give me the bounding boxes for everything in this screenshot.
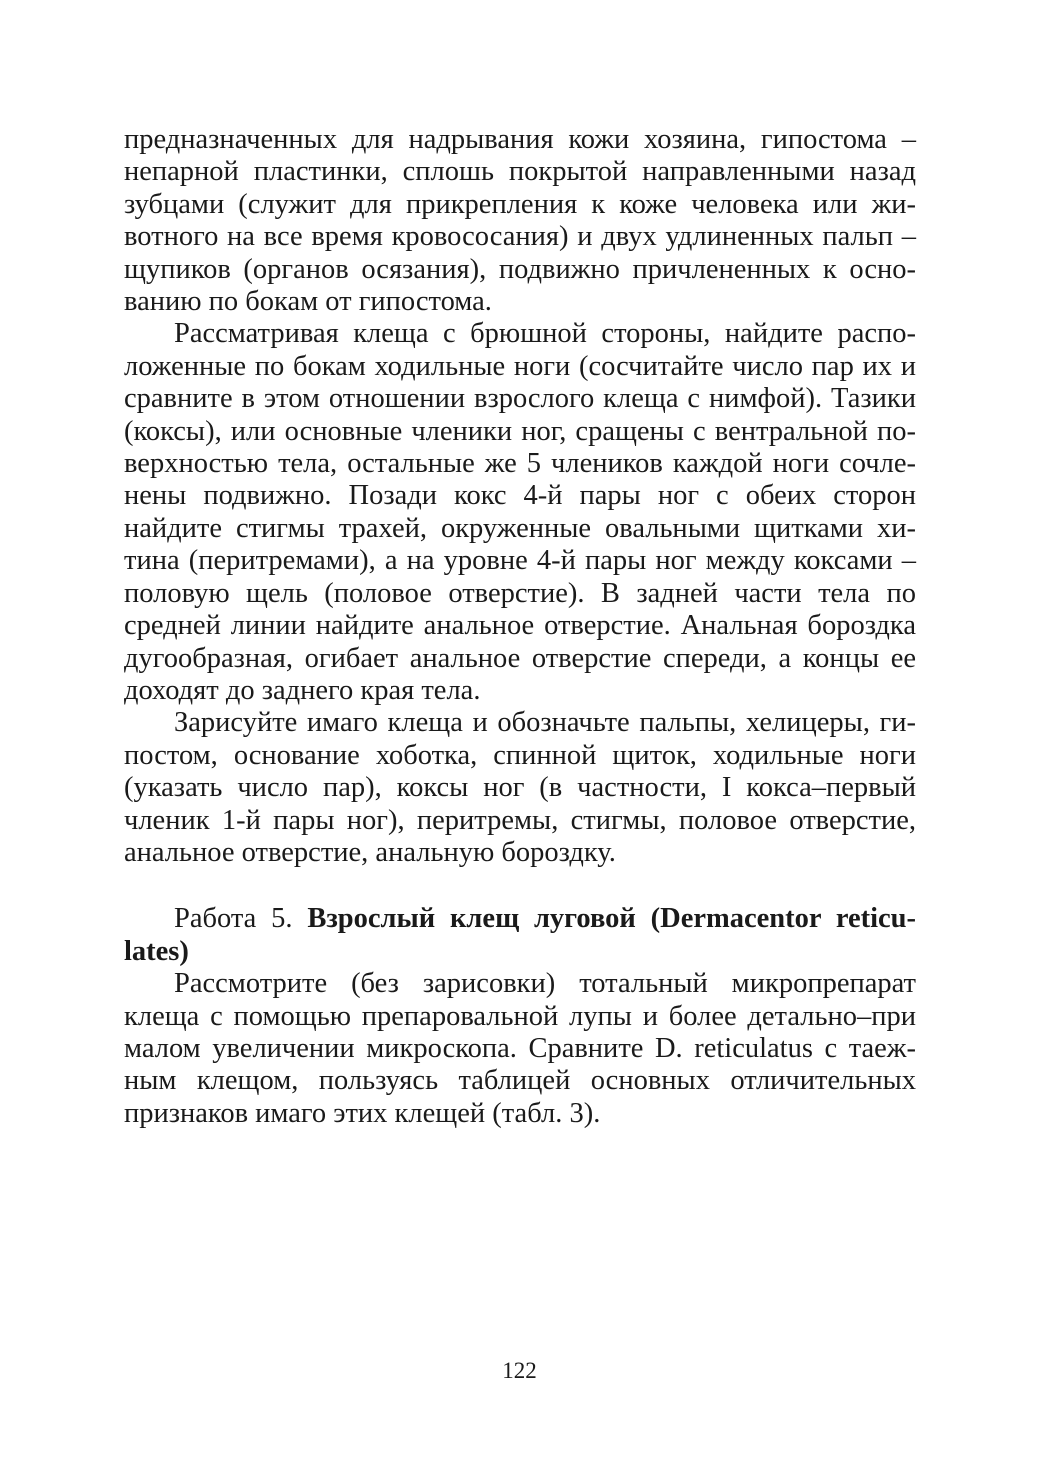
paragraph-2 bbox=[124, 318, 916, 707]
text-line: Зарисуйте имаго клеща и обозначьте пальпы, хелицеры, ги- bbox=[174, 707, 916, 739]
text-line: половую щель (половое отверстие). В задней части тела по bbox=[124, 577, 916, 609]
heading-prefix: Работа 5. bbox=[174, 903, 308, 935]
heading-title: Взрослый клещ луговой (Dermacentor reticu- bbox=[307, 903, 917, 935]
page-number: 122 bbox=[502, 1358, 537, 1383]
text-line: доходят до заднего края тела. bbox=[124, 674, 481, 706]
text-line: найдите стигмы трахей, окруженные овальными щитками хи- bbox=[124, 512, 916, 544]
text-line: дугообразная, огибает анальное отверстие спереди, а концы ее bbox=[124, 642, 916, 674]
text-line: тина (перитремами), а на уровне 4-й пары ног между коксами – bbox=[124, 545, 916, 577]
text-line: средней линии найдите анальное отверстие. Анальная бороздка bbox=[124, 610, 916, 642]
heading-line bbox=[124, 903, 916, 935]
text-line: предназначенных для надрывания кожи хозяина, гипостома – bbox=[124, 124, 916, 155]
text-line: клеща с помощью препаровальной лупы и более детально–при bbox=[124, 1000, 916, 1032]
text-line: (коксы), или основные членики ног, сращены с вентральной по- bbox=[124, 415, 916, 447]
text-line: (указать число пар), коксы ног (в частности, I кокса–первый bbox=[124, 772, 916, 804]
text-line: вотного на все время кровососания) и двух удлиненных пальп – bbox=[124, 221, 916, 253]
heading-line bbox=[124, 936, 916, 968]
text-line: щупиков (органов осязания), подвижно причлененных к осно- bbox=[124, 253, 916, 285]
text-line: постом, основание хоботка, спинной щиток, ходильные ноги bbox=[124, 739, 916, 771]
text-line: ложенные по бокам ходильные ноги (сосчитайте число пар их и bbox=[124, 350, 916, 382]
text-line: анальное отверстие, анальную бороздку. bbox=[124, 836, 616, 868]
section-heading bbox=[124, 903, 916, 968]
text-line: членик 1-й пары ног), перитремы, стигмы, половое отверстие, bbox=[124, 804, 916, 836]
text-line: непарной пластинки, сплошь покрытой направленными назад bbox=[124, 156, 916, 188]
text-line: Рассмотрите (без зарисовки) тотальный микропрепарат bbox=[174, 968, 916, 1000]
text-line: зубцами (служит для прикрепления к коже человека или жи- bbox=[124, 188, 916, 220]
text-line: признаков имаго этих клещей (табл. 3). bbox=[124, 1097, 601, 1129]
paragraph-1 bbox=[124, 124, 916, 318]
paragraph-4 bbox=[124, 968, 916, 1130]
text-line: нены подвижно. Позади кокс 4-й пары ног с обеих сторон bbox=[124, 480, 916, 512]
heading-title-continued: lates) bbox=[124, 935, 189, 967]
text-line: Рассматривая клеща с брюшной стороны, найдите распо- bbox=[174, 318, 916, 350]
text-line: ным клещом, пользуясь таблицей основных отличительных bbox=[124, 1065, 916, 1097]
text-line: ванию по бокам от гипостома. bbox=[124, 286, 492, 318]
text-line: верхностью тела, остальные же 5 члеников каждой ноги сочле- bbox=[124, 448, 916, 480]
page-body bbox=[124, 124, 916, 1130]
section-gap bbox=[124, 869, 916, 903]
paragraph-3 bbox=[124, 707, 916, 869]
text-line: малом увеличении микроскопа. Сравните D. reticulatus с таеж- bbox=[124, 1032, 916, 1064]
text-line: сравните в этом отношении взрослого клеща с нимфой). Тазики bbox=[124, 383, 916, 415]
